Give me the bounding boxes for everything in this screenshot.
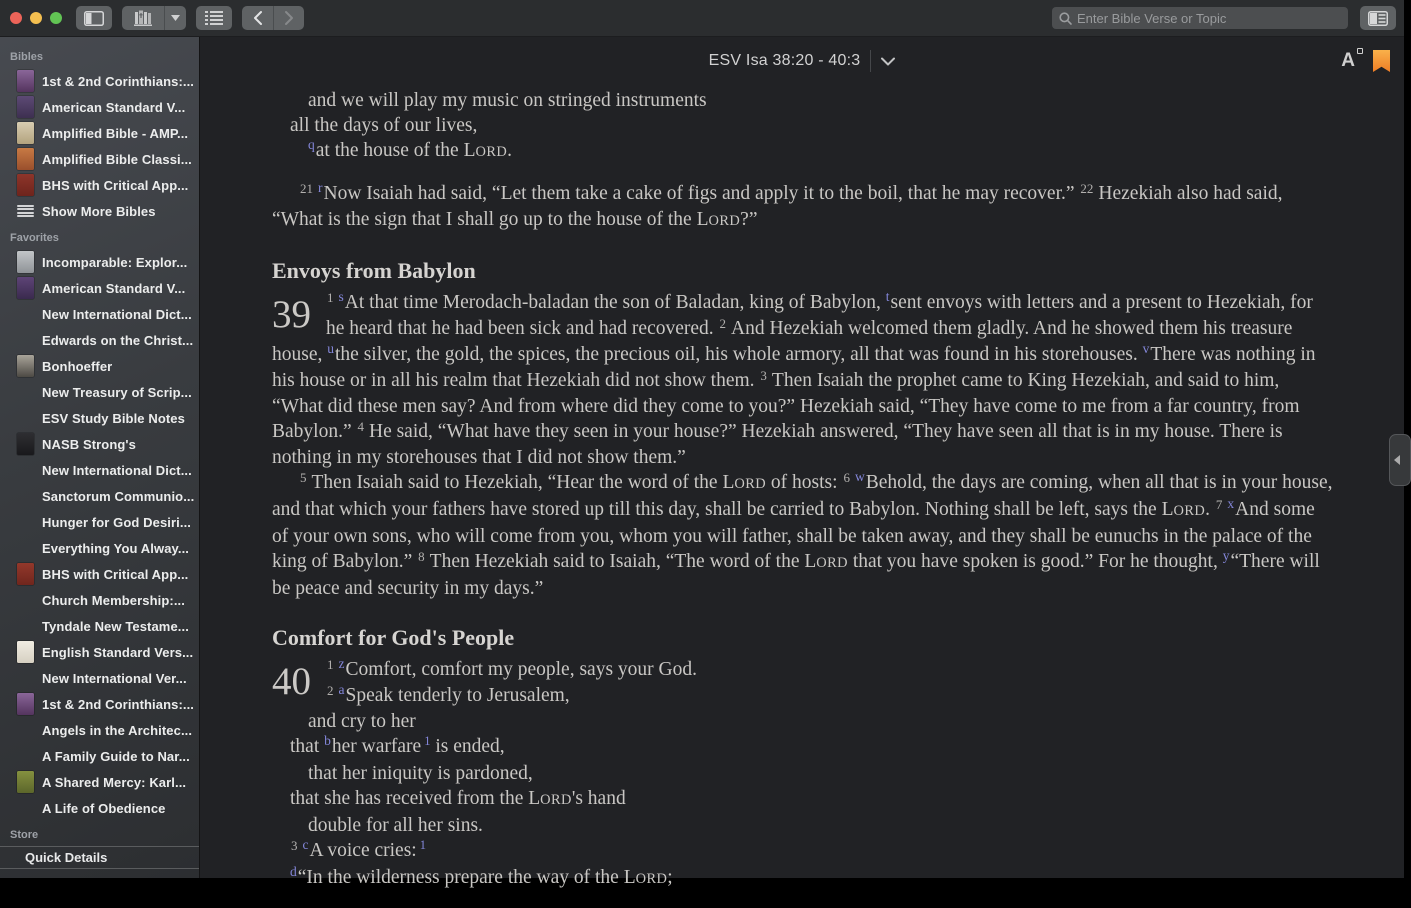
dropdown-triangle-icon — [171, 15, 180, 21]
scripture-paragraph: $^5$ Then Isaiah said to Hezekiah, “Hear the word of the LORD of hosts: $^6$ $^w$Behold, the days are coming, when all that is in your house, and that which your fathers have stored up till this day, shall be carried to Babylon. Nothing shall be left, says the LORD. $^7$ $^x$And some of your own sons, who will come from you, whom you will father, shall be taken away, and they shall be eunuchs in the palace of the king of Babylon.” $^8$ Then Hezekiah said to Isaiah, “The word of the LORD that you have spoken is good.” For he thought, $^y$“There will be peace and security in my days.” — [272, 469, 1333, 599]
book-cover-placeholder — [17, 667, 34, 689]
sidebar-item[interactable] — [0, 665, 199, 691]
reading-pane-header — [200, 37, 1404, 85]
sidebar-item-label: Hunger for God Desiri... — [42, 514, 192, 530]
sidebar-item-label: 1st & 2nd Corinthians:... — [42, 73, 195, 89]
sidebar-item-label: New International Dict... — [42, 462, 192, 478]
poetry-line: that her iniquity is pardoned, — [308, 763, 533, 784]
sidebar-item-label: American Standard V... — [42, 280, 186, 296]
book-cover-thumb — [17, 96, 34, 118]
sidebar-item-label: Bonhoeffer — [42, 358, 113, 374]
sidebar-item[interactable] — [0, 301, 199, 327]
book-cover-placeholder — [17, 797, 34, 819]
edge-panel-handle[interactable] — [1389, 434, 1411, 486]
verse-reference-group — [200, 37, 1404, 85]
search-field[interactable] — [1052, 7, 1348, 29]
crossref-letter[interactable]: d — [290, 864, 297, 879]
poetry-block — [272, 88, 1334, 165]
crossref-letter[interactable]: x — [1227, 496, 1235, 511]
quick-details-label: Quick Details — [25, 850, 108, 865]
verse-number: 5 — [300, 470, 307, 485]
poetry-line: double for all her sins. — [308, 815, 483, 836]
library-sidebar — [0, 37, 200, 878]
crossref-letter[interactable]: z — [338, 656, 345, 671]
book-cover-placeholder — [17, 381, 34, 403]
chapter-number: 40 — [272, 660, 311, 703]
lord-smallcaps: LORD — [528, 788, 572, 809]
sidebar-tail — [0, 869, 199, 885]
sidebar-item[interactable] — [0, 795, 199, 821]
traffic-light-minimize[interactable] — [30, 12, 42, 24]
sidebar-item[interactable] — [0, 275, 199, 301]
crossref-letter[interactable]: r — [318, 180, 323, 195]
search-input[interactable] — [1077, 11, 1341, 26]
chapter-block — [272, 290, 1334, 470]
sidebar-item-label: Show More Bibles — [42, 203, 156, 219]
book-cover-placeholder — [17, 745, 34, 767]
lord-smallcaps: LORD — [463, 140, 508, 161]
verse-number: 2 — [327, 683, 334, 698]
sidebar-item-label: Amplified Bible - AMP... — [42, 125, 189, 141]
reading-pane — [200, 37, 1404, 888]
book-cover-placeholder — [17, 719, 34, 741]
section-label: Favorites — [10, 232, 59, 244]
sidebar-item[interactable] — [0, 483, 199, 509]
sidebar-item[interactable] — [0, 146, 199, 172]
show-more-lines-icon — [17, 203, 34, 219]
verse-number: 8 — [418, 549, 425, 564]
poetry-line: $^d$“In the wilderness prepare the way of the LORD; — [290, 864, 673, 888]
sidebar-item-label: NASB Strong's — [42, 436, 136, 452]
library-dropdown-button[interactable] — [165, 6, 186, 30]
book-cover-placeholder — [17, 537, 34, 559]
book-cover-thumb — [17, 433, 34, 455]
verse-reference[interactable]: ESV Isa 38:20 - 40:3 — [708, 52, 861, 69]
text-size-button[interactable]: A — [1341, 50, 1355, 72]
chevron-right-icon — [285, 11, 294, 25]
chapter-number: 39 — [272, 293, 311, 336]
sidebar-item[interactable] — [0, 561, 199, 587]
chevron-down-icon[interactable] — [881, 57, 895, 66]
scripture-paragraph: $^{21}$ $^r$Now Isaiah had said, “Let them take a cake of figs and apply it to the boil, that he may recover.” $^{22}$ Hezekiah also had said, “What is the sign that I shall go up to the house of the LORD?” — [272, 180, 1283, 230]
verse-number: 3 — [760, 368, 767, 383]
sidebar-item-label: 1st & 2nd Corinthians:... — [42, 696, 195, 712]
lord-smallcaps: LORD — [696, 209, 741, 230]
section-heading: Comfort for God's People — [272, 625, 515, 650]
sidebar-item[interactable] — [0, 769, 199, 795]
verse-number: 7 — [1215, 497, 1223, 512]
book-cover-placeholder — [17, 303, 34, 325]
lord-smallcaps: LORD — [1161, 499, 1206, 520]
sidebar-item-label: A Shared Mercy: Karl... — [42, 774, 187, 790]
list-icon — [205, 11, 223, 25]
book-cover-placeholder — [17, 615, 34, 637]
sidebar-item-label: Angels in the Architec... — [42, 722, 193, 738]
scripture-paragraph: $^1$ $^s$At that time Merodach-baladan the son of Baladan, king of Babylon, $^t$sent envoys with letters and a present to Hezekiah, for he heard that he had been sick and had recovered. $^2$ And Hezekiah welcomed them gladly. And he showed them his treasure house, $^u$the silver, the gold, the spices, the precious oil, his whole armory, all that was found in his storehouses. $^v$There was nothing in his house or in all his realm that Hezekiah did not show them. $^3$ Then Isaiah the prophet came to King Hezekiah, and said to him, “What did these men say? And from where did they come to you?” Hezekiah said, “They have come to me from a far country, from Babylon.” $^4$ He said, “What have they seen in your house?” Hezekiah answered, “They have seen all that is in my house. There is nothing in my storehouses that I did not show them.” — [272, 289, 1316, 468]
footnote-number[interactable]: 1 — [419, 838, 426, 852]
book-cover-thumb — [17, 174, 34, 196]
poetry-block — [272, 838, 1334, 892]
verse-number: 6 — [843, 470, 850, 485]
sidebar-item[interactable] — [0, 509, 199, 535]
traffic-light-close[interactable] — [10, 12, 22, 24]
sidebar-item[interactable] — [0, 120, 199, 146]
book-cover-thumb — [17, 771, 34, 793]
sidebar-item-label: Amplified Bible Classi... — [42, 151, 192, 167]
sidebar-item[interactable] — [0, 639, 199, 665]
library-books-icon — [134, 10, 152, 26]
sidebar-bottom — [0, 846, 199, 885]
sidebar-item-label: ESV Study Bible Notes — [42, 410, 185, 426]
lord-smallcaps: LORD — [804, 551, 848, 572]
chapter-block — [272, 657, 1334, 838]
poetry-line: $^3$ $^c$A voice cries: $^1$ — [291, 837, 426, 861]
sidebar-item[interactable] — [0, 535, 199, 561]
quick-details-bar[interactable] — [0, 847, 199, 868]
divider — [870, 50, 871, 72]
bookmark-icon[interactable] — [1373, 50, 1390, 72]
poetry-line: and we will play my music on stringed instruments — [308, 90, 707, 111]
sidebar-item[interactable] — [0, 379, 199, 405]
book-cover-thumb — [17, 563, 34, 585]
crossref-letter[interactable]: w — [854, 469, 865, 484]
sidebar-item-label: New International Ver... — [42, 670, 187, 686]
verse-number: 21 — [300, 181, 313, 196]
nav-segmented-control — [242, 6, 304, 30]
search-icon — [1059, 12, 1072, 25]
lord-smallcaps: LORD — [722, 472, 767, 493]
forward-button[interactable] — [274, 6, 304, 30]
footnote-number[interactable]: 1 — [424, 734, 431, 748]
sidebar-item[interactable] — [0, 198, 199, 224]
sidebar-item[interactable] — [0, 405, 199, 431]
traffic-lights — [10, 12, 62, 24]
sidebar-item[interactable] — [0, 94, 199, 120]
sidebar-item[interactable] — [0, 431, 199, 457]
section-heading: Envoys from Babylon — [272, 258, 476, 283]
collapse-arrow-icon — [1394, 455, 1400, 465]
sidebar-item-label: Edwards on the Christ... — [42, 332, 194, 348]
section-label: Bibles — [10, 51, 44, 63]
sidebar-item[interactable] — [0, 457, 199, 483]
sidebar-item-label: Sanctorum Communio... — [42, 488, 195, 504]
verse-number: 2 — [719, 316, 727, 331]
sidebar-item-label: A Family Guide to Nar... — [42, 748, 190, 764]
sidebar-sections — [0, 37, 199, 846]
book-cover-placeholder — [17, 459, 34, 481]
book-cover-placeholder — [17, 407, 34, 429]
poetry-line: $^2$ $^a$Speak tenderly to Jerusalem, — [327, 682, 570, 706]
poetry-line: all the days of our lives, — [290, 115, 478, 136]
back-button[interactable] — [242, 6, 273, 30]
crossref-letter[interactable]: v — [1142, 341, 1150, 356]
crossref-letter[interactable]: y — [1222, 548, 1230, 563]
crossref-letter[interactable]: s — [338, 289, 344, 304]
book-cover-thumb — [17, 355, 34, 377]
poetry-line: and cry to her — [308, 711, 416, 732]
traffic-light-zoom[interactable] — [50, 12, 62, 24]
sidebar-item-label: BHS with Critical App... — [42, 177, 189, 193]
sidebar-item[interactable] — [0, 353, 199, 379]
sidebar-item[interactable] — [0, 743, 199, 769]
sidebar-item-label: New Treasury of Scrip... — [42, 384, 192, 400]
book-cover-thumb — [17, 122, 34, 144]
verse-number: 3 — [291, 838, 298, 853]
section-label: Store — [10, 829, 39, 841]
poetry-line: $^1$ $^z$Comfort, comfort my people, says your God. — [327, 656, 697, 680]
crossref-letter[interactable]: c — [302, 837, 309, 852]
sidebar-item[interactable] — [0, 172, 199, 198]
book-cover-thumb — [17, 641, 34, 663]
book-cover-thumb — [17, 70, 34, 92]
sidebar-item-label: Incomparable: Explor... — [42, 254, 188, 270]
sidebar-item-label: BHS with Critical App... — [42, 566, 189, 582]
sidebar-item-label: Tyndale New Testame... — [42, 618, 189, 634]
sidebar-item[interactable] — [0, 691, 199, 717]
sidebar-panel-icon — [84, 11, 104, 26]
chevron-left-icon — [253, 11, 262, 25]
details-panel-icon — [1368, 11, 1388, 26]
sidebar-item-label: New International Dict... — [42, 306, 192, 322]
crossref-letter[interactable]: q — [308, 137, 315, 152]
sidebar-item-label: American Standard V... — [42, 99, 186, 115]
verse-number: 1 — [327, 290, 334, 305]
poetry-line: that she has received from the LORD's hand — [290, 788, 626, 809]
book-cover-placeholder — [17, 485, 34, 507]
sidebar-item-label: Church Membership:... — [42, 592, 185, 608]
book-cover-placeholder — [17, 329, 34, 351]
sidebar-item[interactable] — [0, 327, 199, 353]
crossref-letter[interactable]: u — [327, 341, 334, 356]
crossref-letter[interactable]: b — [324, 733, 331, 748]
verse-number: 4 — [357, 419, 364, 434]
sidebar-item-label: Everything You Alway... — [42, 540, 190, 556]
sidebar-item[interactable] — [0, 587, 199, 613]
scripture-body[interactable] — [200, 85, 1404, 908]
lord-smallcaps: LORD — [623, 867, 668, 888]
book-cover-thumb — [17, 277, 34, 299]
sidebar-item[interactable] — [0, 249, 199, 275]
sidebar-item[interactable] — [0, 717, 199, 743]
crossref-letter[interactable]: t — [885, 289, 890, 304]
toolbar — [0, 0, 1404, 37]
text-size-square-icon — [1357, 48, 1363, 54]
sidebar-item[interactable] — [0, 68, 199, 94]
sidebar-toggle-button[interactable] — [76, 6, 112, 30]
poetry-line: that $^b$her warfare $^1$ is ended, — [290, 733, 505, 757]
book-cover-placeholder — [17, 589, 34, 611]
reading-list-button[interactable] — [196, 6, 232, 30]
book-cover-thumb — [17, 693, 34, 715]
sidebar-item-label: English Standard Vers... — [42, 644, 194, 660]
book-cover-placeholder — [17, 511, 34, 533]
sidebar-item-label: A Life of Obedience — [42, 800, 166, 816]
crossref-letter[interactable]: a — [338, 682, 345, 697]
poetry-line: $^q$at the house of the LORD. — [308, 137, 513, 161]
verse-number: 1 — [327, 657, 334, 672]
sidebar-item[interactable] — [0, 613, 199, 639]
book-cover-thumb — [17, 148, 34, 170]
book-cover-thumb — [17, 251, 34, 273]
right-panel-toggle-button[interactable] — [1360, 6, 1396, 30]
library-segmented-control — [122, 6, 186, 30]
library-button[interactable] — [122, 6, 164, 30]
verse-number: 22 — [1080, 181, 1094, 196]
